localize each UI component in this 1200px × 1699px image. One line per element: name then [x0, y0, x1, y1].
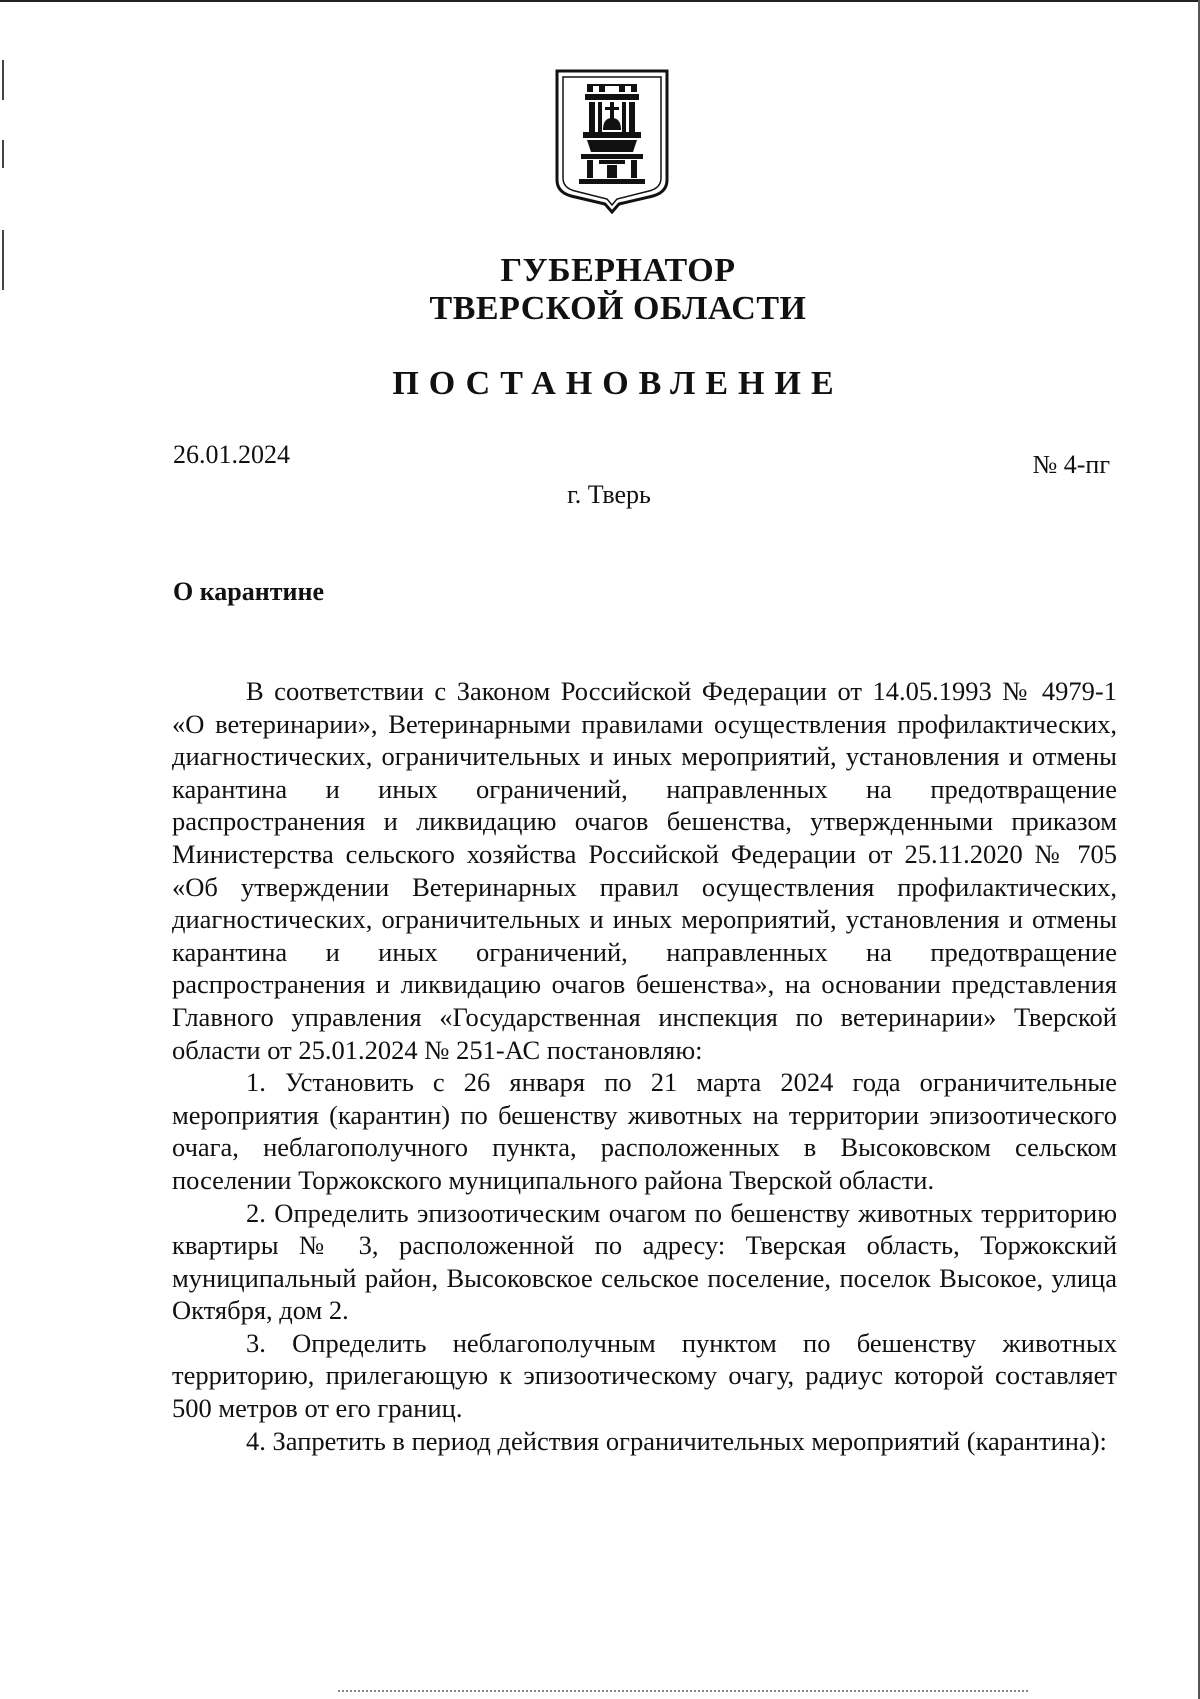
tver-coat-of-arms-icon	[553, 68, 671, 214]
document-city: г. Тверь	[567, 480, 651, 509]
scan-artifact-line	[338, 1690, 1028, 1694]
scan-border-top	[0, 0, 1200, 2]
scan-edge-mark	[2, 140, 4, 168]
document-subject: О карантине	[173, 577, 325, 606]
authority-line: ТВЕРСКОЙ ОБЛАСТИ	[429, 290, 807, 327]
document-number: № 4-пг	[1032, 450, 1110, 479]
body-paragraph: В соответствии с Законом Российской Федерации от 14.05.1993 № 4979-1 «О ветеринарии», Ветеринарными правилами осуществления профилактических, диагностических, ограничительных и иных мероприятий, установления и отмены карантина и иных ограничений, направленных на предотвращение распространения и ликвидацию очагов бешенства, утвержденными приказом Министерства сельского хозяйства Российской Федерации от 25.11.2020 № 705 «Об утверждении Ветеринарных правил осуществления профилактических, диагностических, ограничительных и иных мероприятий, установления и отмены карантина и иных ограничений, направленных на предотвращение распространения и ликвидацию очагов бешенства», на основании представления Главного управления «Государственная инспекция по ветеринарии» Тверской области от 25.01.2024 № 251-АС постановляю:	[172, 676, 1117, 1065]
body-paragraph: 3. Определить неблагополучным пунктом по бешенству животных территорию, прилегающую к эпизоотическому очагу, радиус которой составляет 500 метров от его границ.	[172, 1327, 1117, 1424]
document-date: 26.01.2024	[173, 440, 290, 469]
authority-line: ГУБЕРНАТОР	[500, 252, 736, 289]
scan-edge-mark	[2, 60, 4, 100]
body-paragraph: 2. Определить эпизоотическим очагом по бешенству животных территорию квартиры № 3, расположенной по адресу: Тверская область, Торжокский муниципальный район, Высоковское сельское поселение, поселок Высокое, улица Октября, дом 2.	[172, 1197, 1117, 1326]
document-type: ПОСТАНОВЛЕНИЕ	[392, 365, 844, 402]
body-paragraph: 1. Установить с 26 января по 21 марта 2024 года ограничительные мероприятия (карантин) по бешенству животных на территории эпизоотического очага, неблагополучного пункта, расположенных в Высоковском сельском поселении Торжокского муниципального района Тверской области.	[172, 1067, 1117, 1195]
body-paragraph: 4. Запретить в период действия ограничительных мероприятий (карантина):	[246, 1425, 1107, 1456]
document-body	[172, 675, 1117, 1457]
issuing-authority	[0, 252, 1200, 328]
